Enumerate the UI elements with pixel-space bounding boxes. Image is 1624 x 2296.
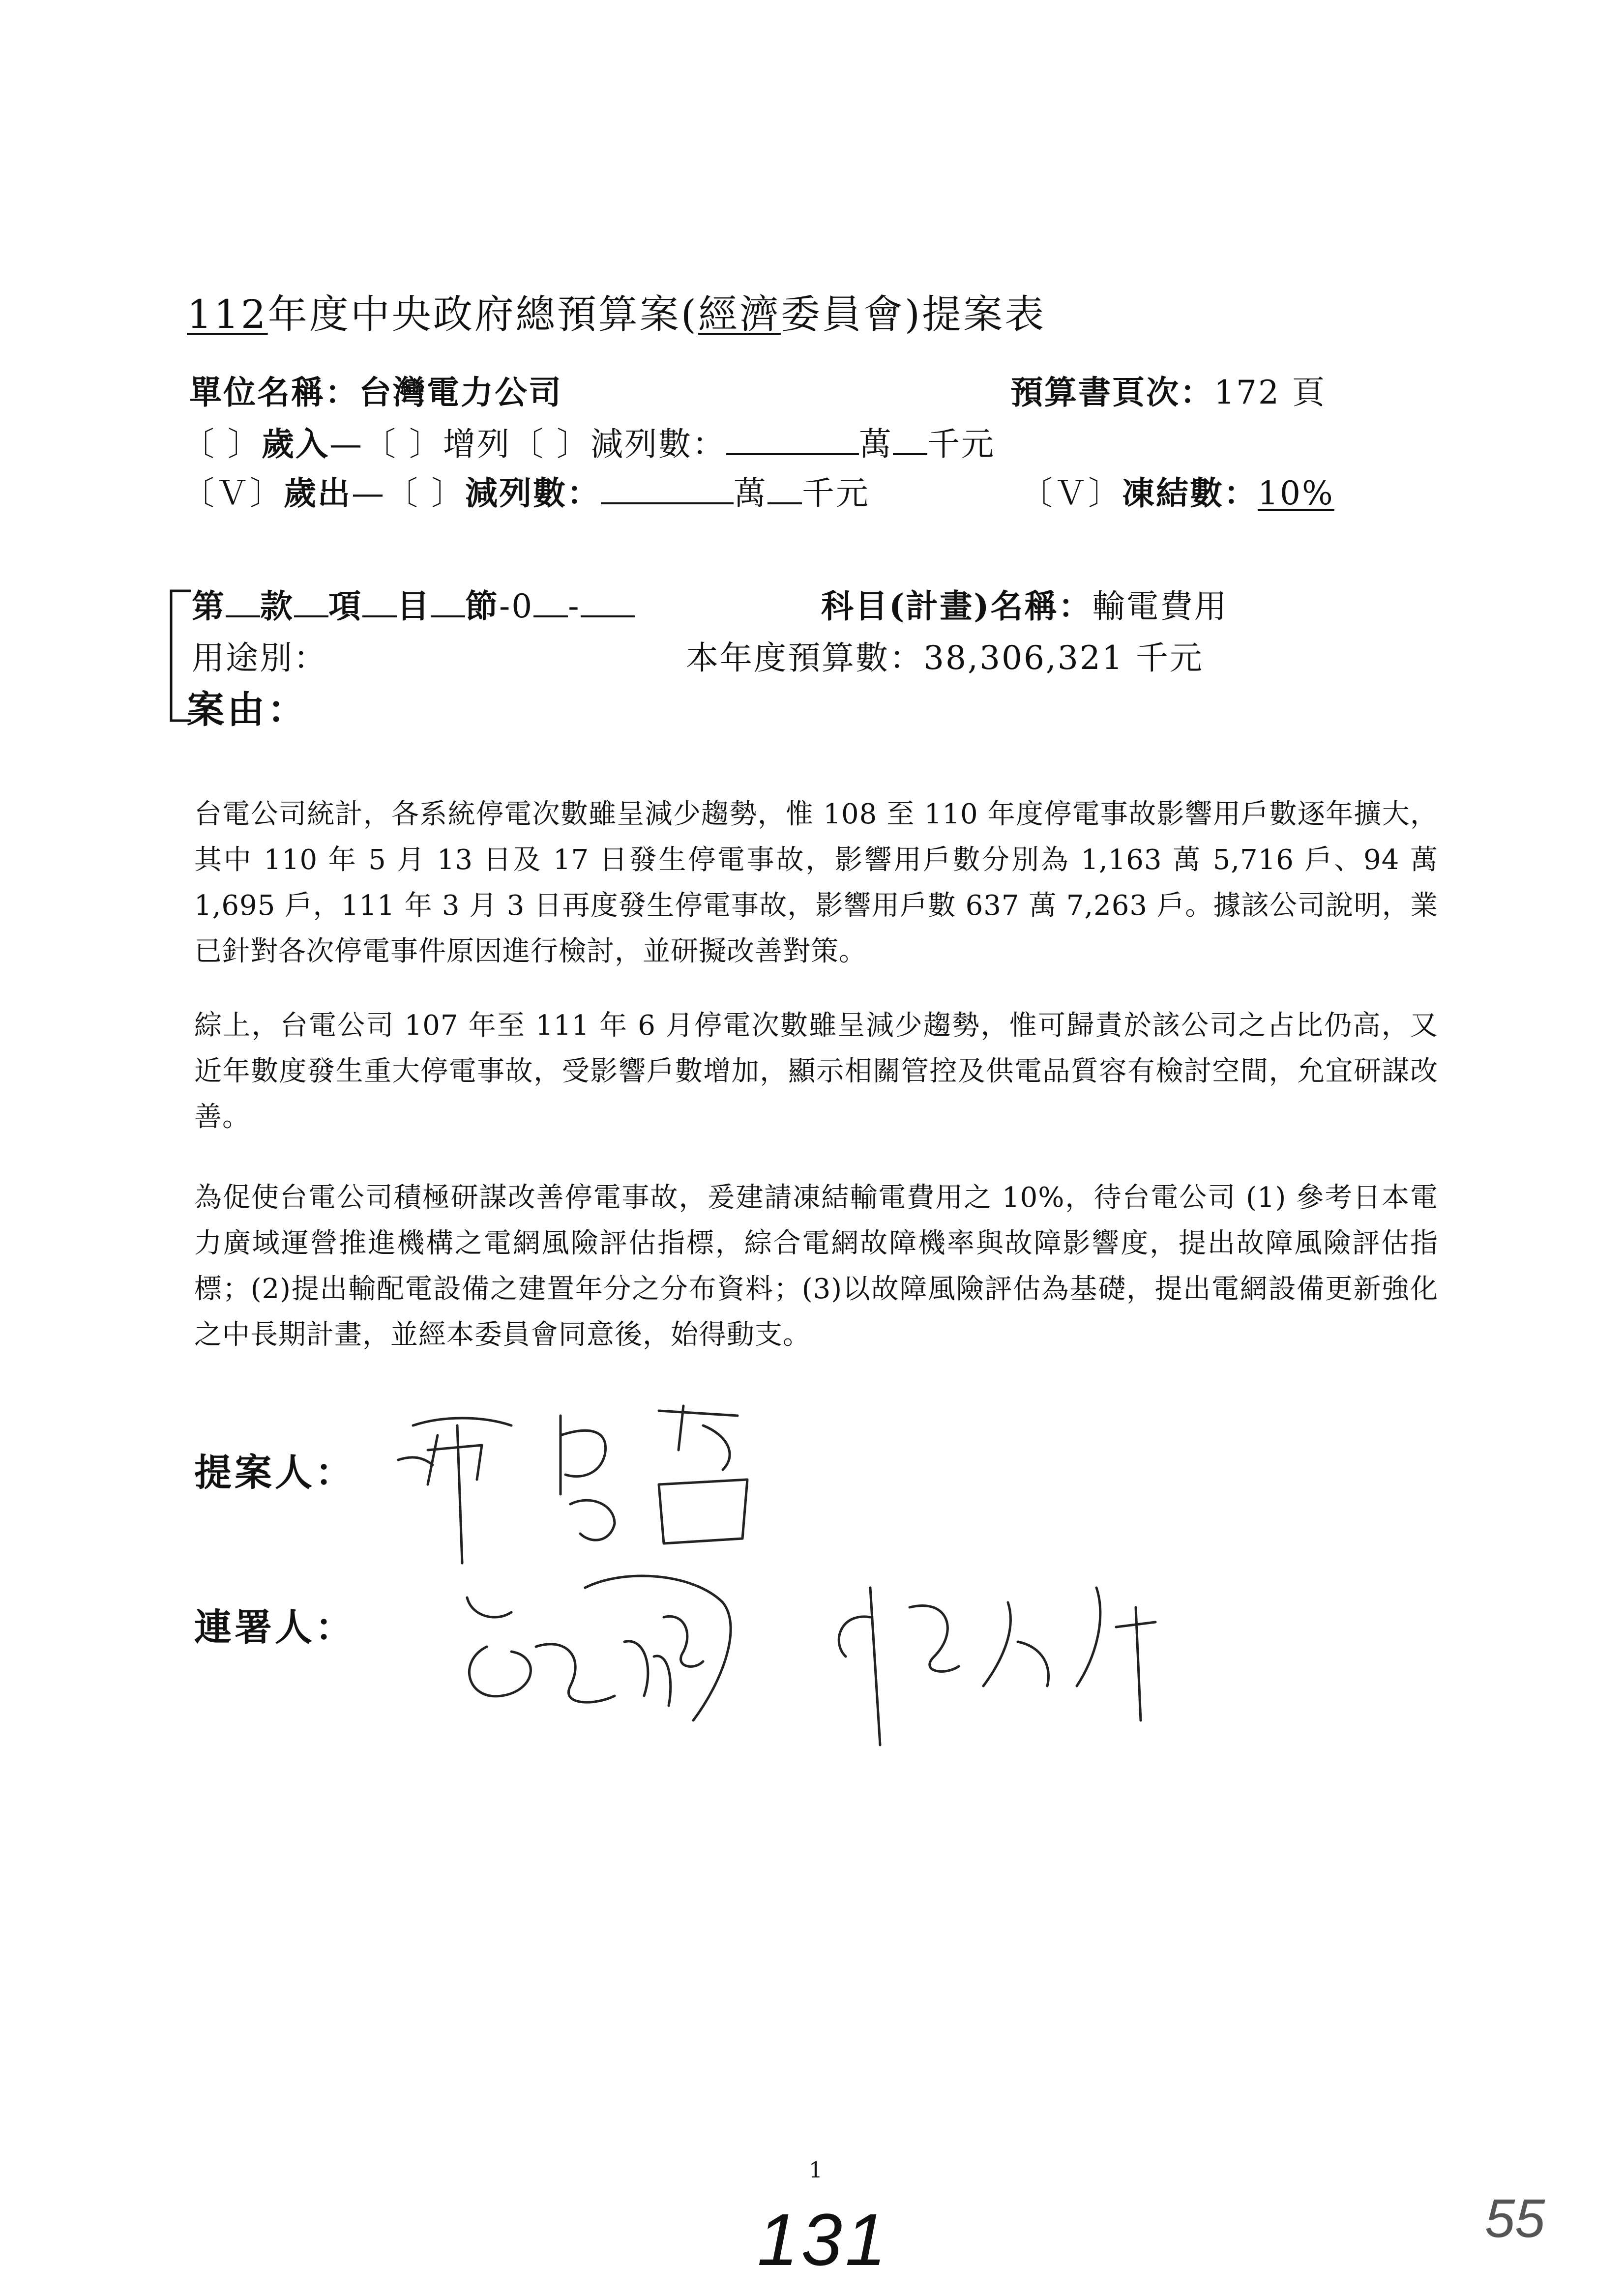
unit-name: 單位名稱：台灣電力公司 [189, 373, 562, 411]
freeze-label: 凍結數： [1122, 474, 1258, 512]
revenue-increase: 〔 〕增列 [363, 425, 511, 463]
subject-value: 輸電費用 [1092, 587, 1228, 625]
revenue-wan-blank [726, 427, 859, 455]
expenditure-decrease-label: 減列數： [465, 474, 601, 512]
freeze-checkbox: 〔Ｖ〕 [1020, 474, 1122, 512]
expenditure-decrease-box: 〔 〕 [385, 474, 465, 512]
dash-blank [581, 589, 635, 617]
jie-blank [431, 589, 465, 617]
budget-page-ref [1010, 366, 1326, 413]
title-text-a: 年度中央政府總預算案( [267, 291, 698, 337]
cosigner-signatures [438, 1558, 1273, 1755]
usage-label: 用途別： [192, 639, 327, 677]
reason-label: 案由： [187, 688, 308, 731]
budget-row [686, 632, 1204, 678]
budget-page-label: 預算書頁次： [1010, 373, 1214, 411]
section-mu: 目 [397, 587, 431, 625]
expenditure-dash: — [352, 474, 385, 512]
revenue-wan: 萬 [858, 425, 893, 463]
revenue-checkbox: 〔 〕 [182, 425, 262, 463]
section-jie: 節 [465, 587, 499, 625]
revenue-label: 歲入 [261, 425, 329, 463]
freeze-row [1020, 467, 1334, 514]
section-di: 第 [192, 587, 226, 625]
handwritten-page-number: 131 [757, 2198, 889, 2281]
revenue-qian-blank [893, 427, 927, 455]
expenditure-qian-blank [768, 476, 802, 504]
expenditure-checkbox: 〔Ｖ〕 [182, 474, 284, 512]
section-dash: - [568, 587, 581, 625]
document-title [187, 283, 1046, 339]
paragraph-3: 為促使台電公司積極研謀改善停電事故，爰建請凍結輸電費用之 10%，待台電公司 (1) 參考日本電力廣域運營推進機構之電網風險評估指標，綜合電網故障機率與故障影響度，提出故障風險評估指標；(2)提出輸配電設備之建置年分之分布資料；(3)以故障風險評估為基礎，提出電網設備更新強化之中長期計畫，並經本委員會同意後，始得動支。 [194, 1182, 1438, 1351]
code-blank [533, 589, 568, 617]
subject-row [821, 580, 1228, 627]
freeze-value: 10% [1258, 474, 1334, 512]
proposer-label: 提案人： [194, 1451, 355, 1494]
paragraph-2: 綜上，台電公司 107 年至 111 年 6 月停電次數雖呈減少趨勢，惟可歸責於該公司之占比仍高，又近年數度發生重大停電事故，受影響戶數增加，顯示相關管控及供電品質容有檢討空間，允宜研謀改善。 [194, 1010, 1438, 1133]
page-number: 1 [809, 2158, 823, 2183]
budget-page-value: 172 頁 [1214, 374, 1326, 411]
title-text-b: 委員會)提案表 [780, 291, 1046, 337]
title-year: 112 [187, 291, 268, 337]
expenditure-qianyuan: 千元 [801, 474, 870, 512]
revenue-decrease: 〔 〕減列數： [510, 425, 726, 463]
paragraph-1: 台電公司統計，各系統停電次數雖呈減少趨勢，惟 108 至 110 年度停電事故影響用戶數逐年擴大，其中 110 年 5 月 13 日及 17 日發生停電事故，影響用戶數分別為 1,163 萬 5,716 戶、94 萬 1,695 戶，111 年 3 月 3 日再度發生停電事故，影響用戶數 637 萬 7,263 戶。據該公司說明，業已針對各次停電事件原因進行檢討，並研擬改善對策。 [194, 798, 1438, 967]
section-xiang: 項 [328, 587, 362, 625]
budget-label: 本年度預算數： [686, 639, 923, 677]
budget-value: 38,306,321 千元 [923, 639, 1204, 677]
xiang-blank [294, 589, 328, 617]
revenue-qianyuan: 千元 [927, 425, 995, 463]
revenue-dash: — [329, 425, 363, 463]
section-row [192, 580, 635, 627]
expenditure-wan-blank [601, 476, 734, 504]
expenditure-row [182, 467, 870, 514]
subject-label: 科目(計畫)名稱： [821, 587, 1093, 625]
cosigner-label: 連署人： [194, 1605, 355, 1649]
expenditure-label: 歲出 [284, 474, 352, 512]
title-committee: 經濟 [698, 291, 781, 337]
expenditure-wan: 萬 [733, 474, 768, 512]
corner-number: 55 [1485, 2188, 1545, 2249]
kuan-blank [226, 589, 260, 617]
proposer-signature [384, 1396, 777, 1573]
mu-blank [362, 589, 397, 617]
section-kuan: 款 [260, 587, 294, 625]
section-code: -0 [499, 587, 534, 625]
revenue-row [182, 418, 995, 465]
